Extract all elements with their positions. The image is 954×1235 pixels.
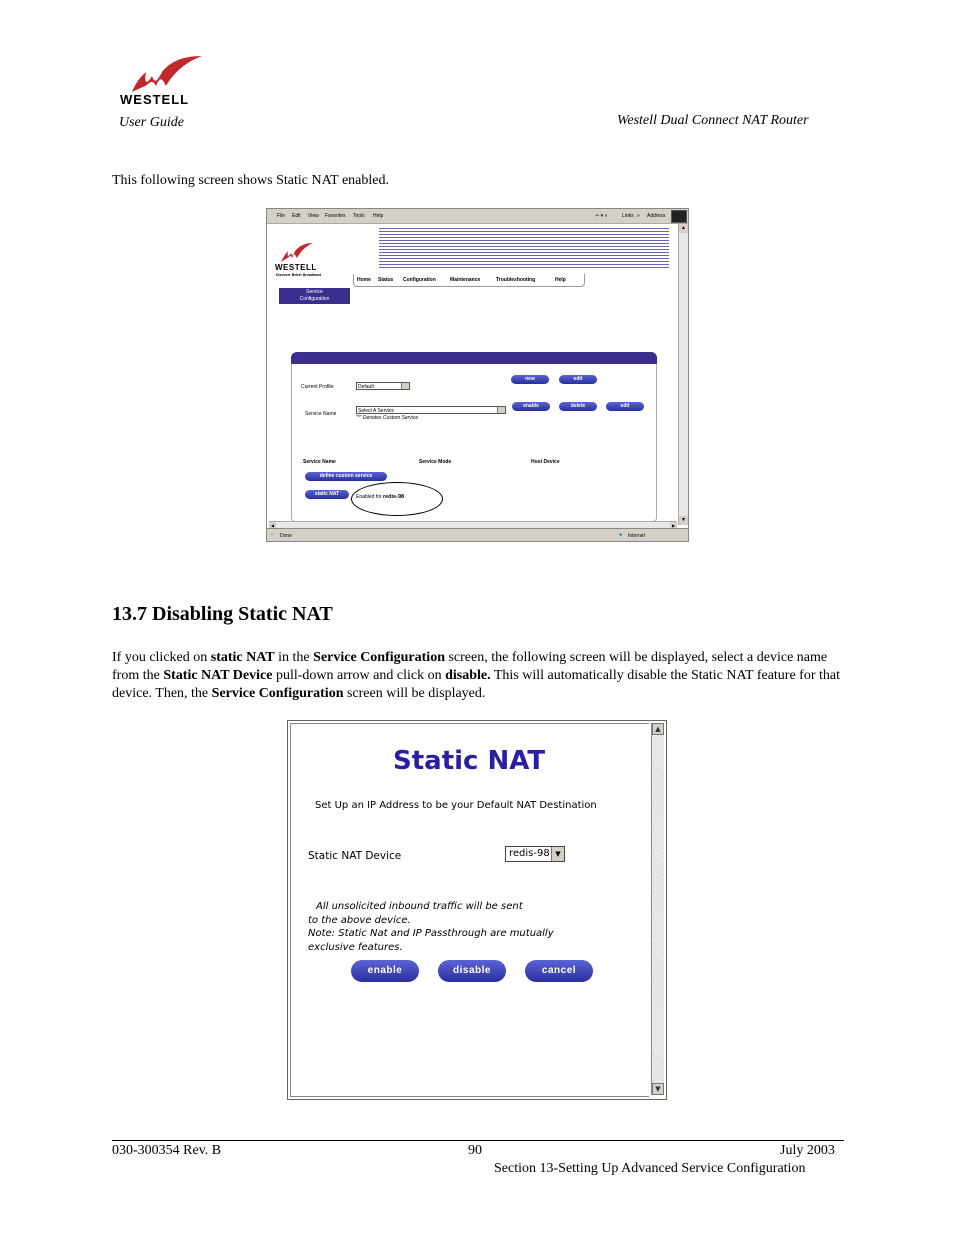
section-heading: 13.7 Disabling Static NAT [112, 603, 333, 625]
panel-header-bar [291, 352, 657, 364]
highlight-ellipse [351, 482, 443, 516]
scroll-down-icon[interactable]: ▼ [652, 1083, 664, 1095]
menu-edit[interactable]: Edit [292, 213, 301, 219]
westell-logo [116, 54, 206, 106]
nav-troubleshooting[interactable]: Troubleshooting [496, 277, 536, 283]
static-nat-device-value: redis-98 [509, 848, 550, 859]
vertical-scrollbar[interactable] [678, 224, 688, 525]
chevron-down-icon[interactable] [401, 383, 409, 389]
service-name-label: Service Name [305, 411, 337, 417]
service-select[interactable] [356, 406, 506, 414]
paragraph-run: screen will be displayed. [343, 686, 486, 701]
note-line-4: exclusive features. [308, 941, 403, 953]
internet-zone-icon: ● [619, 532, 623, 538]
column-host-device: Host Device [531, 459, 560, 465]
current-profile-select[interactable] [356, 382, 410, 390]
paragraph-bold-run: Static NAT Device [163, 668, 273, 683]
paragraph-bold-run: Service Configuration [211, 686, 344, 701]
section-tab-line2: Configuration [299, 296, 330, 302]
custom-service-note: "*" Denotes Custom Service [356, 415, 419, 421]
enable-service-button[interactable]: enable [512, 402, 550, 411]
scroll-down-icon[interactable]: ▼ [679, 516, 688, 525]
paragraph-bold-run: Service Configuration [313, 650, 445, 665]
paragraph-run: If you clicked on [112, 650, 211, 665]
menu-help[interactable]: Help [373, 213, 384, 219]
header-stripes [379, 228, 669, 268]
static-nat-note [308, 900, 554, 954]
scroll-up-icon[interactable]: ▲ [679, 224, 688, 233]
nav-help[interactable]: Help [555, 277, 566, 283]
edit-profile-button[interactable]: edit [559, 375, 597, 384]
paragraph-run: in the [274, 650, 314, 665]
logo-wordmark: WESTELL [275, 263, 317, 272]
paragraph-bold-run: disable. [445, 668, 491, 683]
static-nat-device-select[interactable] [505, 846, 565, 862]
status-internet: Internet [628, 533, 645, 539]
links-chevron-icon[interactable]: » [637, 213, 640, 219]
footer-rule [112, 1140, 844, 1141]
static-nat-subtitle: Set Up an IP Address to be your Default NAT Destination [315, 800, 597, 811]
status-done: Done [280, 533, 292, 539]
menu-file[interactable]: File [277, 213, 286, 219]
static-nat-title: Static NAT [393, 746, 546, 776]
screenshot-static-nat [287, 720, 667, 1100]
intro-text: This following screen shows Static NAT enabled. [112, 173, 389, 188]
browser-statusbar [267, 528, 688, 542]
links-label[interactable]: Links [622, 213, 634, 219]
scroll-up-icon[interactable]: ▲ [652, 723, 664, 735]
define-custom-service-button[interactable]: define custom service [305, 472, 387, 481]
enabled-for-text: Enabled for [356, 494, 382, 500]
paragraph-run: This will automatically disable the Static NAT feature for that device. Then, the [112, 668, 840, 701]
current-profile-value: Default [358, 384, 374, 390]
cancel-button[interactable]: cancel [525, 960, 593, 982]
note-line-3: Note: Static Nat and IP Passthrough are mutually [308, 928, 554, 939]
column-service-mode: Service Mode [419, 459, 452, 465]
edit-service-button[interactable]: edit [606, 402, 644, 411]
static-nat-frame [290, 723, 649, 1097]
nav-configuration[interactable]: Configuration [403, 277, 436, 283]
nav-home[interactable]: Home [357, 277, 371, 283]
current-profile-label: Current Profile: [301, 384, 335, 390]
header-right-label: Westell Dual Connect NAT Router [617, 113, 809, 128]
disable-button[interactable]: disable [438, 960, 506, 982]
browser-menubar [267, 209, 688, 224]
footer-date: July 2003 [780, 1143, 835, 1158]
new-button[interactable]: new [511, 375, 549, 384]
column-service-name: Service Name [303, 459, 336, 465]
header-left-label: User Guide [119, 115, 184, 130]
chevron-down-icon[interactable]: ▼ [551, 847, 564, 861]
site-logo [275, 242, 322, 277]
section-tab-line1: Service [306, 289, 323, 295]
menu-tools[interactable]: Tools [353, 213, 365, 219]
footer-doc-number: 030-300354 Rev. B [112, 1143, 222, 1158]
screenshot-service-configuration [266, 208, 689, 542]
logo-tagline: Discover Better Broadband [276, 273, 322, 277]
page-icon: ▫ [271, 532, 273, 538]
note-line-1: All unsolicited inbound traffic will be sent [316, 901, 523, 912]
paragraph-bold-run: static NAT [210, 650, 275, 665]
delete-service-button[interactable]: delete [559, 402, 597, 411]
static-nat-device-label: Static NAT Device [308, 850, 402, 862]
westell-swoosh-icon [275, 242, 315, 264]
windows-logo-icon [671, 210, 687, 223]
logo-wordmark: WESTELL [120, 92, 190, 107]
note-line-2: to the above device. [308, 914, 411, 926]
paragraph-run: screen, the following screen will be displayed, select a device name from the [112, 650, 828, 683]
menu-view[interactable]: View [308, 213, 319, 219]
address-label[interactable]: Address [647, 213, 666, 219]
section-tab [279, 288, 350, 304]
vertical-scrollbar[interactable] [651, 723, 664, 1095]
section-paragraph [112, 649, 844, 703]
scroll-left-icon[interactable]: ◀ [270, 523, 275, 528]
back-arrow-icon[interactable]: ⇦ ▾ » [595, 213, 608, 219]
service-select-value: Select A Service [358, 408, 395, 414]
paragraph-run: pull-down arrow and click on [272, 668, 446, 683]
scroll-right-icon[interactable]: ▶ [671, 523, 676, 528]
footer-page-number: 90 [468, 1143, 482, 1158]
nav-status[interactable]: Status [378, 277, 394, 283]
nav-maintenance[interactable]: Maintenance [450, 277, 481, 283]
enable-button[interactable]: enable [351, 960, 419, 982]
host-name: redis-98 [382, 494, 405, 500]
chevron-down-icon[interactable] [497, 407, 505, 413]
page-content [269, 224, 677, 525]
footer-section: Section 13-Setting Up Advanced Service Configuration [494, 1161, 806, 1176]
static-nat-button[interactable]: static NAT [305, 490, 349, 499]
menu-favorites[interactable]: Favorites [325, 213, 346, 219]
